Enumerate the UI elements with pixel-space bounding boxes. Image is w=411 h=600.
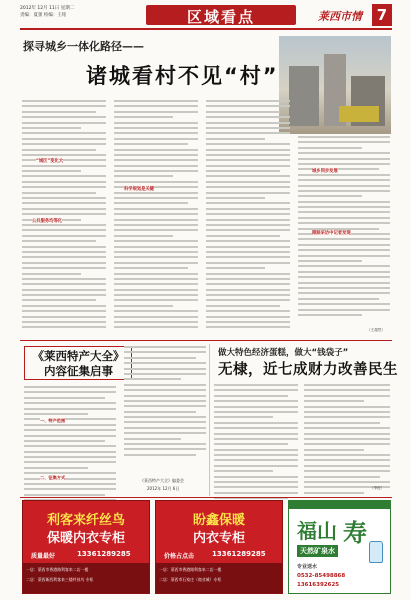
lead-byline: （王超然） bbox=[367, 328, 385, 332]
ad-brand-sub: 天然矿泉水 bbox=[297, 545, 338, 557]
lead-column-1 bbox=[22, 100, 106, 332]
story2-subhead: 一、特产范围 bbox=[40, 418, 66, 423]
story2-column-2 bbox=[124, 346, 206, 459]
story2-date: 2012年 12月 6日 bbox=[147, 486, 180, 491]
section-title: 区域看点 bbox=[186, 8, 255, 26]
lead-subhead: 城乡同步发展 bbox=[312, 169, 338, 174]
brand-name: 莱西市情 bbox=[318, 10, 362, 23]
page-number-badge bbox=[372, 4, 392, 26]
ad-title: 利客来纤丝鸟 bbox=[46, 513, 125, 528]
ad-address: 一店：莱西市香港路利客来二店一楼 bbox=[26, 567, 89, 572]
ad-phone: 13361289285 bbox=[77, 550, 131, 558]
editor-line: 责编：夏蕾 校编：王铭 bbox=[20, 13, 67, 18]
ad-line: 专业送水 bbox=[297, 564, 318, 570]
ad-title: 盼鑫保暖 bbox=[192, 513, 245, 528]
ad-address: 二店：莱西新西利客来三楼纤丝鸟 专柜 bbox=[26, 577, 94, 582]
ad-thermal-underwear-2 bbox=[155, 500, 283, 594]
lead-column-4 bbox=[298, 136, 390, 319]
ad-address: 二店：莱西市石家庄（商业城）专柜 bbox=[159, 577, 222, 582]
ad-green-bar bbox=[289, 501, 390, 509]
masthead-rule bbox=[20, 28, 392, 30]
story3-column-1 bbox=[214, 384, 298, 503]
water-bottle-icon bbox=[369, 541, 383, 563]
story2-subhead: 二、征集方式 bbox=[40, 475, 66, 480]
story3-byline: （李进） bbox=[370, 486, 385, 490]
column-divider bbox=[209, 344, 210, 496]
lead-column-2 bbox=[114, 100, 198, 332]
section-banner bbox=[146, 5, 296, 25]
ad-slogan: 质量最好 bbox=[31, 553, 56, 560]
ad-line: 13616392625 bbox=[297, 582, 340, 588]
lead-subhead: “城区”变化大 bbox=[36, 159, 64, 164]
lead-kicker: 探寻城乡一体化路径—— bbox=[23, 40, 144, 53]
story3-column-2 bbox=[304, 384, 390, 497]
story2-headline: 《莱西特产大全》内容征集启事 bbox=[32, 349, 125, 378]
ad-title: 保暖内衣专柜 bbox=[46, 531, 125, 546]
ad-line: 0532-85498868 bbox=[297, 573, 346, 579]
page-number: 7 bbox=[376, 6, 388, 24]
story3-headline-main: 无棣，近七成财力改善民生 bbox=[218, 362, 398, 378]
masthead bbox=[20, 4, 392, 28]
ad-address: 一店：莱西市香港路利客来二店一楼 bbox=[159, 567, 222, 572]
ad-brand: 福山 bbox=[297, 519, 337, 543]
ad-phone: 13361289285 bbox=[212, 550, 266, 558]
date-line: 2012年 12月 11日 星期二 bbox=[20, 6, 75, 11]
story2-signature: 《莱西特产大全》编委会 bbox=[140, 478, 184, 483]
ads-divider bbox=[20, 497, 392, 498]
lead-column-3 bbox=[206, 100, 290, 332]
lead-body bbox=[22, 100, 392, 338]
ad-mineral-water bbox=[288, 500, 391, 594]
story3-headline: 做大特色经济蛋糕，做大“钱袋子” bbox=[218, 348, 349, 358]
ad-title: 内衣专柜 bbox=[192, 531, 245, 546]
ad-thermal-underwear-1 bbox=[22, 500, 150, 594]
story2-headline-box bbox=[24, 346, 132, 380]
lead-headline: 诸城看村不见“村” bbox=[86, 64, 279, 88]
ad-brand: 寿 bbox=[343, 518, 367, 547]
section-divider bbox=[20, 340, 392, 341]
ad-slogan: 价格占点击 bbox=[164, 553, 195, 560]
lead-subhead: 科学规划是关键 bbox=[124, 187, 155, 192]
lead-subhead: 公共服务均等化 bbox=[32, 219, 63, 224]
lead-subhead: 跟踪采访中记者发现 bbox=[312, 231, 351, 236]
